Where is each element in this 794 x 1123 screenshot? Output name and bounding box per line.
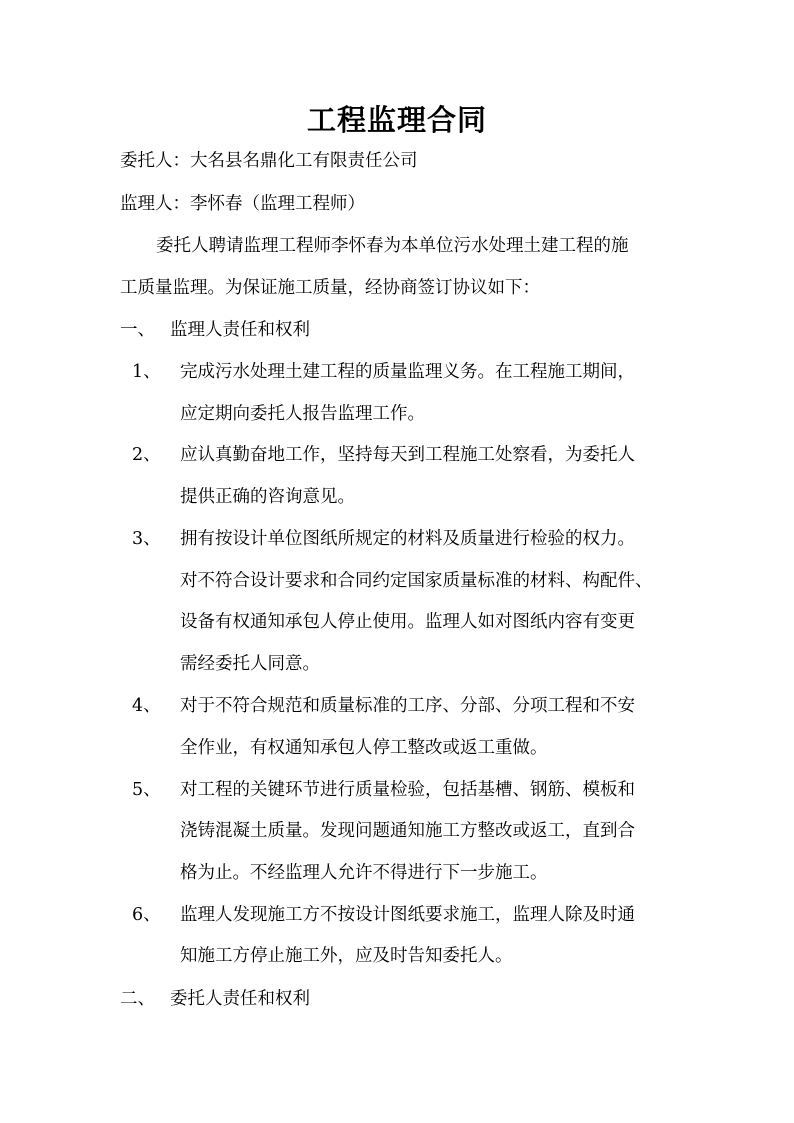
supervisor-line: 监理人：李怀春（监理工程师） xyxy=(120,194,365,214)
item-6-line-2: 知施工方停止施工外，应及时告知委托人。 xyxy=(180,946,513,966)
section-2-label: 委托人责任和权利 xyxy=(170,989,310,1009)
item-3-line-1: 拥有按设计单位图纸所规定的材料及质量进行检验的权力。 xyxy=(180,529,635,549)
item-4-line-1: 对于不符合规范和质量标准的工序、分部、分项工程和不安 xyxy=(180,696,635,716)
intro-line-1: 委托人聘请监理工程师李怀春为本单位污水处理土建工程的施 xyxy=(156,236,629,256)
item-1-number: 1、 xyxy=(132,362,161,382)
item-1-line-2: 应定期向委托人报告监理工作。 xyxy=(180,404,425,424)
item-5-line-3: 格为止。不经监理人允许不得进行下一步施工。 xyxy=(180,863,548,883)
intro-line-2: 工质量监理。为保证施工质量，经协商签订协议如下： xyxy=(120,278,540,298)
client-line: 委托人：大名县名鼎化工有限责任公司 xyxy=(120,151,418,171)
section-2-number: 二、 xyxy=(120,989,155,1009)
item-6-line-1: 监理人发现施工方不按设计图纸要求施工，监理人除及时通 xyxy=(180,905,635,925)
item-2-number: 2、 xyxy=(132,445,161,465)
item-4-number: 4、 xyxy=(132,696,161,716)
item-2-line-1: 应认真勤奋地工作，坚持每天到工程施工处察看，为委托人 xyxy=(180,445,635,465)
section-1-number: 一、 xyxy=(120,320,155,340)
item-5-number: 5、 xyxy=(132,780,161,800)
item-5-line-1: 对工程的关键环节进行质量检验，包括基槽、钢筋、模板和 xyxy=(180,780,635,800)
item-5-line-2: 浇铸混凝土质量。发现问题通知施工方整改或返工，直到合 xyxy=(180,821,635,841)
item-2-line-2: 提供正确的咨询意见。 xyxy=(180,487,355,507)
item-3-number: 3、 xyxy=(132,529,161,549)
document-title: 工程监理合同 xyxy=(306,103,487,137)
item-1-line-1: 完成污水处理土建工程的质量监理义务。在工程施工期间， xyxy=(180,362,635,382)
item-3-line-2: 对不符合设计要求和合同约定国家质量标准的材料、构配件、 xyxy=(180,571,653,591)
item-4-line-2: 全作业，有权通知承包人停工整改或返工重做。 xyxy=(180,738,548,758)
section-1-label: 监理人责任和权利 xyxy=(170,320,310,340)
item-6-number: 6、 xyxy=(132,905,161,925)
item-3-line-4: 需经委托人同意。 xyxy=(180,654,320,674)
item-3-line-3: 设备有权通知承包人停止使用。监理人如对图纸内容有变更 xyxy=(180,612,635,632)
